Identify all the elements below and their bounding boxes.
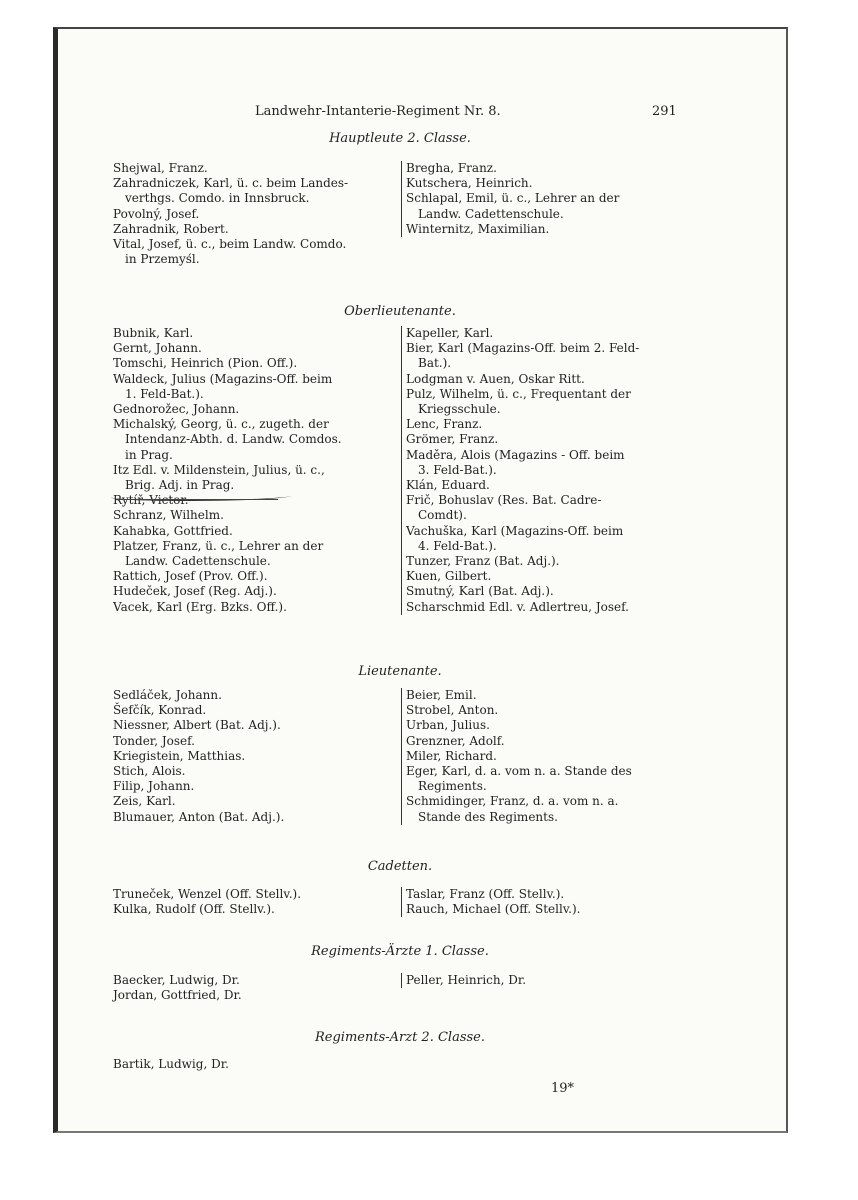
entry-name: Kahabka, Gottfried.	[113, 523, 233, 538]
entry-name: Strobel, Anton.	[406, 703, 499, 718]
entry-name: Schmidinger, Franz, d. a. vom n. a.	[406, 794, 619, 809]
entry-name: Sedláček, Johann.	[113, 688, 222, 702]
entry-name: Peller, Heinrich, Dr.	[406, 973, 527, 987]
roster-entry	[406, 176, 686, 191]
roster-entry	[406, 387, 686, 417]
entry-name: Kulka, Rudolf (Off. Stellv.).	[113, 902, 275, 917]
roster-entry	[406, 703, 686, 718]
roster-entry	[406, 341, 686, 371]
entry-continuation: Brig. Adj. in Prag.	[125, 478, 235, 493]
entry-name: Rauch, Michael (Off. Stellv.).	[406, 902, 581, 917]
roster-entry	[113, 779, 393, 794]
entry-name: Shejwal, Franz.	[113, 161, 208, 175]
left-column	[113, 688, 393, 825]
section-heading: Regiments-Ärzte 1. Classe.	[311, 944, 489, 959]
roster-entry	[113, 222, 393, 237]
entry-continuation: 3. Feld-Bat.).	[418, 462, 497, 477]
roster-entry	[406, 718, 686, 733]
entry-name: Kutschera, Heinrich.	[406, 176, 533, 191]
roster-entry	[113, 1057, 393, 1072]
entry-name: Jordan, Gottfried, Dr.	[113, 988, 242, 1003]
entry-continuation: Intendanz-Abth. d. Landw. Comdos.	[125, 432, 342, 447]
roster-entry	[406, 584, 686, 599]
roster-entry	[113, 402, 393, 417]
entry-name: Winternitz, Maximilian.	[406, 221, 550, 236]
section-heading: Regiments-Arzt 2. Classe.	[314, 1030, 485, 1045]
roster-entry	[113, 341, 393, 356]
roster-entry	[113, 887, 393, 902]
roster-entry	[406, 432, 686, 447]
roster-entry	[406, 417, 686, 432]
roster-entry	[406, 734, 686, 749]
right-column	[401, 887, 686, 917]
right-column	[401, 326, 686, 615]
entry-name: Zeis, Karl.	[113, 794, 176, 809]
entry-name: Bubnik, Karl.	[113, 326, 194, 340]
roster-entry	[113, 524, 393, 539]
roster-entry	[113, 718, 393, 733]
roster-entry	[406, 764, 686, 794]
entry-name: Bregha, Franz.	[406, 161, 497, 175]
entry-name: Itz Edl. v. Mildenstein, Julius, ü. c.,	[113, 462, 325, 477]
entry-name: Šefčík, Konrad.	[113, 703, 207, 718]
entry-name: Bartik, Ludwig, Dr.	[113, 1057, 229, 1071]
roster-entry	[113, 463, 393, 493]
entry-name: Vachuška, Karl (Magazins-Off. beim	[406, 523, 624, 538]
entry-continuation: Comdt).	[418, 508, 467, 523]
roster-entry	[113, 237, 393, 267]
entry-name: Kuen, Gilbert.	[406, 569, 492, 584]
roster-entry	[113, 417, 393, 463]
entry-name: Tonder, Josef.	[113, 733, 195, 748]
entry-name: Schlapal, Emil, ü. c., Lehrer an der	[406, 191, 620, 206]
entry-continuation: Kriegsschule.	[418, 402, 501, 417]
roster-entry	[406, 493, 686, 523]
roster-entry	[406, 973, 686, 988]
entry-name: Kriegistein, Matthias.	[113, 748, 246, 763]
roster-entry	[113, 749, 393, 764]
right-column	[401, 973, 686, 988]
roster-entry	[406, 794, 686, 824]
roster-entry	[113, 508, 393, 523]
entry-name: Schranz, Wilhelm.	[113, 508, 224, 523]
roster-entry	[113, 988, 393, 1003]
roster-entry	[113, 764, 393, 779]
left-column	[113, 161, 393, 267]
entry-name: Baecker, Ludwig, Dr.	[113, 973, 240, 987]
roster-entry	[113, 372, 393, 402]
right-column	[401, 688, 686, 825]
entry-continuation: Regiments.	[418, 779, 487, 794]
roster-entry	[113, 207, 393, 222]
running-head: Landwehr-Intanterie-Regiment Nr. 8.	[255, 104, 501, 119]
entry-continuation: 4. Feld-Bat.).	[418, 538, 497, 553]
entry-continuation: in Przemyśl.	[125, 252, 200, 267]
roster-entry	[406, 478, 686, 493]
entry-continuation: Landw. Cadettenschule.	[125, 554, 271, 569]
roster-entry	[406, 191, 686, 221]
section-heading: Cadetten.	[367, 859, 433, 874]
roster-entry	[406, 161, 686, 176]
entry-name: Niessner, Albert (Bat. Adj.).	[113, 718, 281, 733]
entry-name: Lenc, Franz.	[406, 417, 483, 432]
entry-name: Gernt, Johann.	[113, 341, 202, 356]
signature-mark: 19*	[551, 1081, 575, 1096]
left-column	[113, 887, 393, 917]
roster-entry	[406, 600, 686, 615]
entry-name: Smutný, Karl (Bat. Adj.).	[406, 584, 554, 599]
entry-name: Zahradniczek, Karl, ü. c. beim Landes-	[113, 176, 349, 191]
roster-entry	[406, 222, 686, 237]
roster-entry	[406, 326, 686, 341]
entry-name: Rattich, Josef (Prov. Off.).	[113, 569, 268, 584]
entry-name: Urban, Julius.	[406, 718, 490, 733]
entry-name: Grömer, Franz.	[406, 432, 499, 447]
entry-continuation: verthgs. Comdo. in Innsbruck.	[125, 191, 310, 206]
entry-name: Tunzer, Franz (Bat. Adj.).	[406, 554, 560, 569]
entry-continuation: 1. Feld-Bat.).	[125, 386, 204, 401]
section-heading: Lieutenante.	[358, 664, 442, 679]
entry-name: Grenzner, Adolf.	[406, 733, 505, 748]
left-column	[113, 973, 393, 1003]
entry-name: Eger, Karl, d. a. vom n. a. Stande des	[406, 764, 632, 779]
roster-entry	[113, 356, 393, 371]
roster-entry	[406, 524, 686, 554]
roster-entry	[406, 372, 686, 387]
right-column	[401, 161, 686, 237]
roster-entry	[113, 326, 393, 341]
entry-name: Vacek, Karl (Erg. Bzks. Off.).	[113, 599, 287, 614]
entry-name: Lodgman v. Auen, Oskar Ritt.	[406, 371, 585, 386]
roster-entry	[113, 600, 393, 615]
entry-name: Tomschi, Heinrich (Pion. Off.).	[113, 356, 298, 371]
entry-continuation: in Prag.	[125, 447, 173, 462]
entry-name: Kapeller, Karl.	[406, 326, 494, 340]
left-column	[113, 1057, 393, 1072]
entry-name: Pulz, Wilhelm, ü. c., Frequentant der	[406, 386, 631, 401]
entry-name: Miler, Richard.	[406, 748, 497, 763]
entry-name: Michalský, Georg, ü. c., zugeth. der	[113, 417, 329, 432]
entry-name: Frič, Bohuslav (Res. Bat. Cadre-	[406, 493, 602, 508]
roster-entry	[406, 688, 686, 703]
entry-name: Rytíř, Victor.	[113, 493, 189, 508]
entry-name: Vital, Josef, ü. c., beim Landw. Comdo.	[113, 237, 347, 252]
roster-entry	[113, 794, 393, 809]
entry-name: Scharschmid Edl. v. Adlertreu, Josef.	[406, 599, 629, 614]
roster-entry	[113, 902, 393, 917]
entry-name: Filip, Johann.	[113, 779, 195, 794]
roster-entry	[113, 973, 393, 988]
entry-continuation: Stande des Regiments.	[418, 809, 558, 824]
roster-entry	[406, 902, 686, 917]
entry-name: Klán, Eduard.	[406, 478, 490, 493]
entry-continuation: Landw. Cadettenschule.	[418, 206, 564, 221]
roster-entry	[406, 554, 686, 569]
roster-entry	[113, 703, 393, 718]
entry-name: Truneček, Wenzel (Off. Stellv.).	[113, 887, 302, 901]
entry-name: Blumauer, Anton (Bat. Adj.).	[113, 809, 285, 824]
entry-name: Gednorožec, Johann.	[113, 402, 240, 417]
roster-entry	[113, 176, 393, 206]
entry-name: Zahradnik, Robert.	[113, 221, 229, 236]
roster-entry	[113, 734, 393, 749]
roster-entry	[113, 810, 393, 825]
section-heading: Oberlieutenante.	[344, 304, 456, 319]
page-number: 291	[652, 104, 677, 119]
entry-name: Waldeck, Julius (Magazins-Off. beim	[113, 371, 333, 386]
entry-name: Bier, Karl (Magazins-Off. beim 2. Feld-	[406, 341, 640, 356]
entry-name: Platzer, Franz, ü. c., Lehrer an der	[113, 538, 324, 553]
entry-name: Povolný, Josef.	[113, 206, 200, 221]
roster-entry	[406, 887, 686, 902]
roster-entry	[406, 749, 686, 764]
roster-entry	[113, 569, 393, 584]
left-column	[113, 326, 393, 615]
entry-name: Maděra, Alois (Magazins - Off. beim	[406, 447, 625, 462]
entry-name: Beier, Emil.	[406, 688, 477, 702]
section-heading: Hauptleute 2. Classe.	[329, 131, 471, 146]
entry-name: Stich, Alois.	[113, 764, 186, 779]
roster-entry	[113, 688, 393, 703]
roster-entry	[406, 569, 686, 584]
entry-name: Taslar, Franz (Off. Stellv.).	[406, 887, 565, 901]
roster-entry	[113, 539, 393, 569]
pen-strikethrough	[116, 499, 278, 506]
roster-entry	[113, 584, 393, 599]
entry-name: Hudeček, Josef (Reg. Adj.).	[113, 584, 277, 599]
entry-continuation: Bat.).	[418, 356, 452, 371]
roster-entry	[406, 448, 686, 478]
roster-entry	[113, 161, 393, 176]
